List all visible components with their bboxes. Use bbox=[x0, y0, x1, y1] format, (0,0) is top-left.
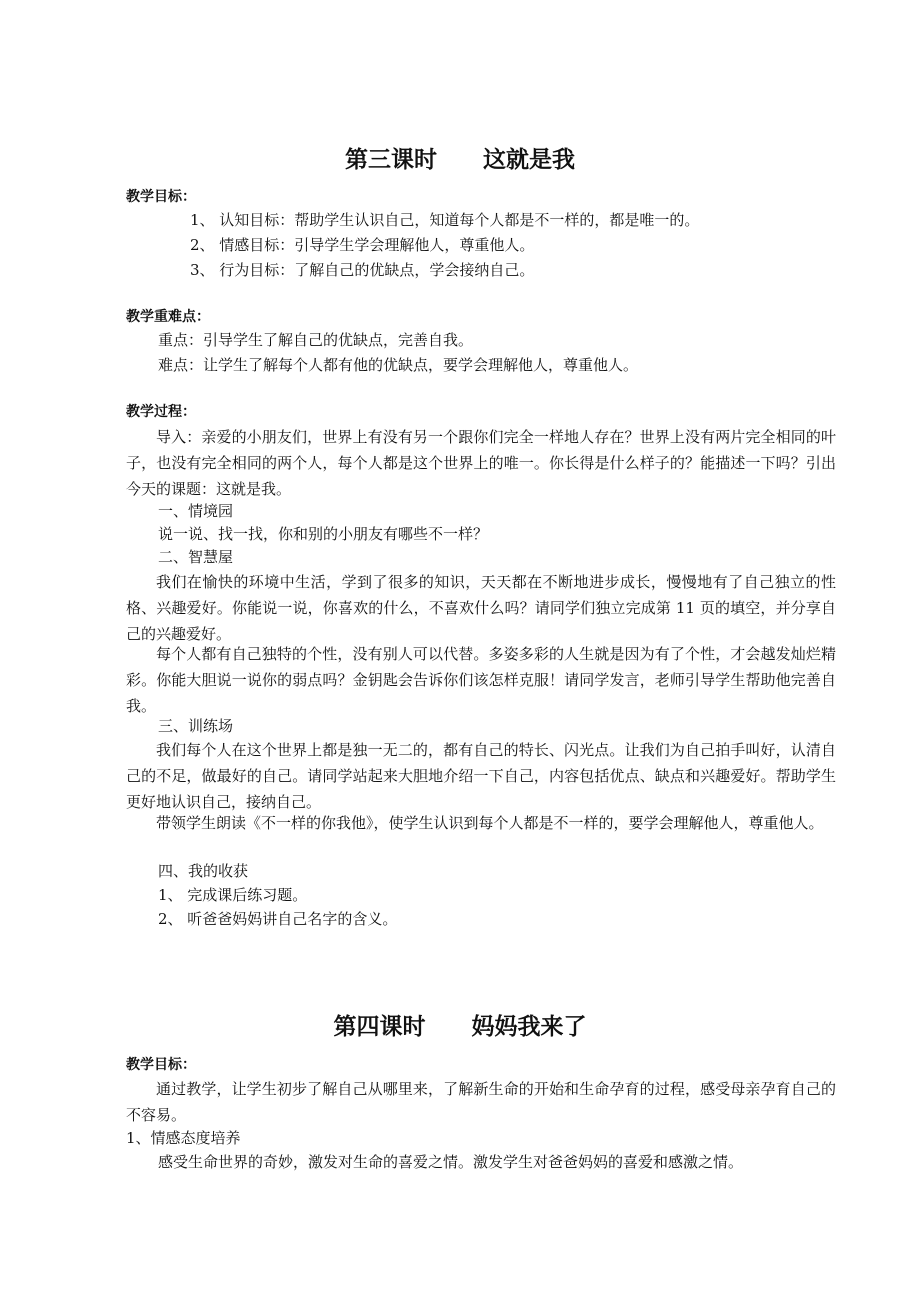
lesson3-section3-title: 三、训练场 bbox=[158, 717, 234, 735]
lesson3-section2-title: 二、智慧屋 bbox=[158, 548, 234, 566]
lesson3-goal-1: 1、 认知目标：帮助学生认识自己，知道每个人都是不一样的，都是唯一的。 bbox=[190, 211, 700, 229]
lesson3-title: 第三课时 这就是我 bbox=[345, 147, 575, 173]
lesson3-goal-2: 2、 情感目标：引导学生学会理解他人，尊重他人。 bbox=[190, 236, 535, 254]
lesson3-section3-p1: 我们每个人在这个世界上都是独一无二的，都有自己的特长、闪光点。让我们为自己拍手叫好，认清自己的不足，做最好的自己。请同学站起来大胆地介绍一下自己，内容包括优点、缺点和兴趣爱好。帮助学生更好地认识自己，接纳自己。 bbox=[126, 741, 836, 811]
lesson3-section2-p1: 我们在愉快的环境中生活，学到了很多的知识，天天都在不断地进步成长，慢慢地有了自己独立的性格、兴趣爱好。你能说一说，你喜欢的什么，不喜欢什么吗？请同学们独立完成第 11 页的填空，并分享自己的兴趣爱好。 bbox=[126, 573, 836, 643]
lesson3-section2-p2: 每个人都有自己独特的个性，没有别人可以代替。多姿多彩的人生就是因为有了个性，才会越发灿烂精彩。你能大胆说一说你的弱点吗？金钥匙会告诉你们该怎样克服！请同学发言，老师引导学生帮助他完善自我。 bbox=[126, 645, 836, 715]
lesson3-intro: 导入：亲爱的小朋友们，世界上有没有另一个跟你们完全一样地人存在？世界上没有两片完全相同的叶子，也没有完全相同的两个人，每个人都是这个世界上的唯一。你长得是什么样子的？能描述一下吗？引出今天的课题：这就是我。 bbox=[126, 428, 836, 498]
lesson4-title: 第四课时 妈妈我来了 bbox=[333, 1014, 587, 1040]
lesson3-section1-title: 一、情境园 bbox=[158, 502, 234, 520]
lesson4-goals-text: 通过教学，让学生初步了解自己从哪里来，了解新生命的开始和生命孕育的过程，感受母亲孕育自己的不容易。 bbox=[126, 1080, 836, 1124]
lesson3-section4-title: 四、我的收获 bbox=[158, 862, 249, 880]
lesson3-goal-3: 3、 行为目标：了解自己的优缺点，学会接纳自己。 bbox=[190, 261, 535, 279]
lesson4-emotion-heading: 1、情感态度培养 bbox=[126, 1129, 241, 1147]
lesson3-section3-p2: 带领学生朗读《不一样的你我他》，使学生认识到每个人都是不一样的，要学会理解他人，尊重他人。 bbox=[156, 814, 824, 832]
lesson3-process-heading: 教学过程： bbox=[126, 404, 196, 420]
lesson3-key-point: 重点：引导学生了解自己的优缺点，完善自我。 bbox=[158, 331, 474, 349]
lesson4-goals-heading: 教学目标： bbox=[126, 1057, 196, 1073]
lesson3-goals-heading: 教学目标： bbox=[126, 189, 196, 205]
lesson3-section4-item-2: 2、 听爸爸妈妈讲自己名字的含义。 bbox=[158, 910, 398, 928]
lesson3-section1-text: 说一说、找一找，你和别的小朋友有哪些不一样？ bbox=[158, 525, 489, 543]
lesson3-key-heading: 教学重难点： bbox=[126, 309, 210, 325]
lesson4-emotion-text: 感受生命世界的奇妙，激发对生命的喜爱之情。激发学生对爸爸妈妈的喜爱和感激之情。 bbox=[158, 1153, 744, 1171]
lesson3-section4-item-1: 1、 完成课后练习题。 bbox=[158, 886, 308, 904]
lesson3-difficult-point: 难点：让学生了解每个人都有他的优缺点，要学会理解他人，尊重他人。 bbox=[158, 356, 639, 374]
